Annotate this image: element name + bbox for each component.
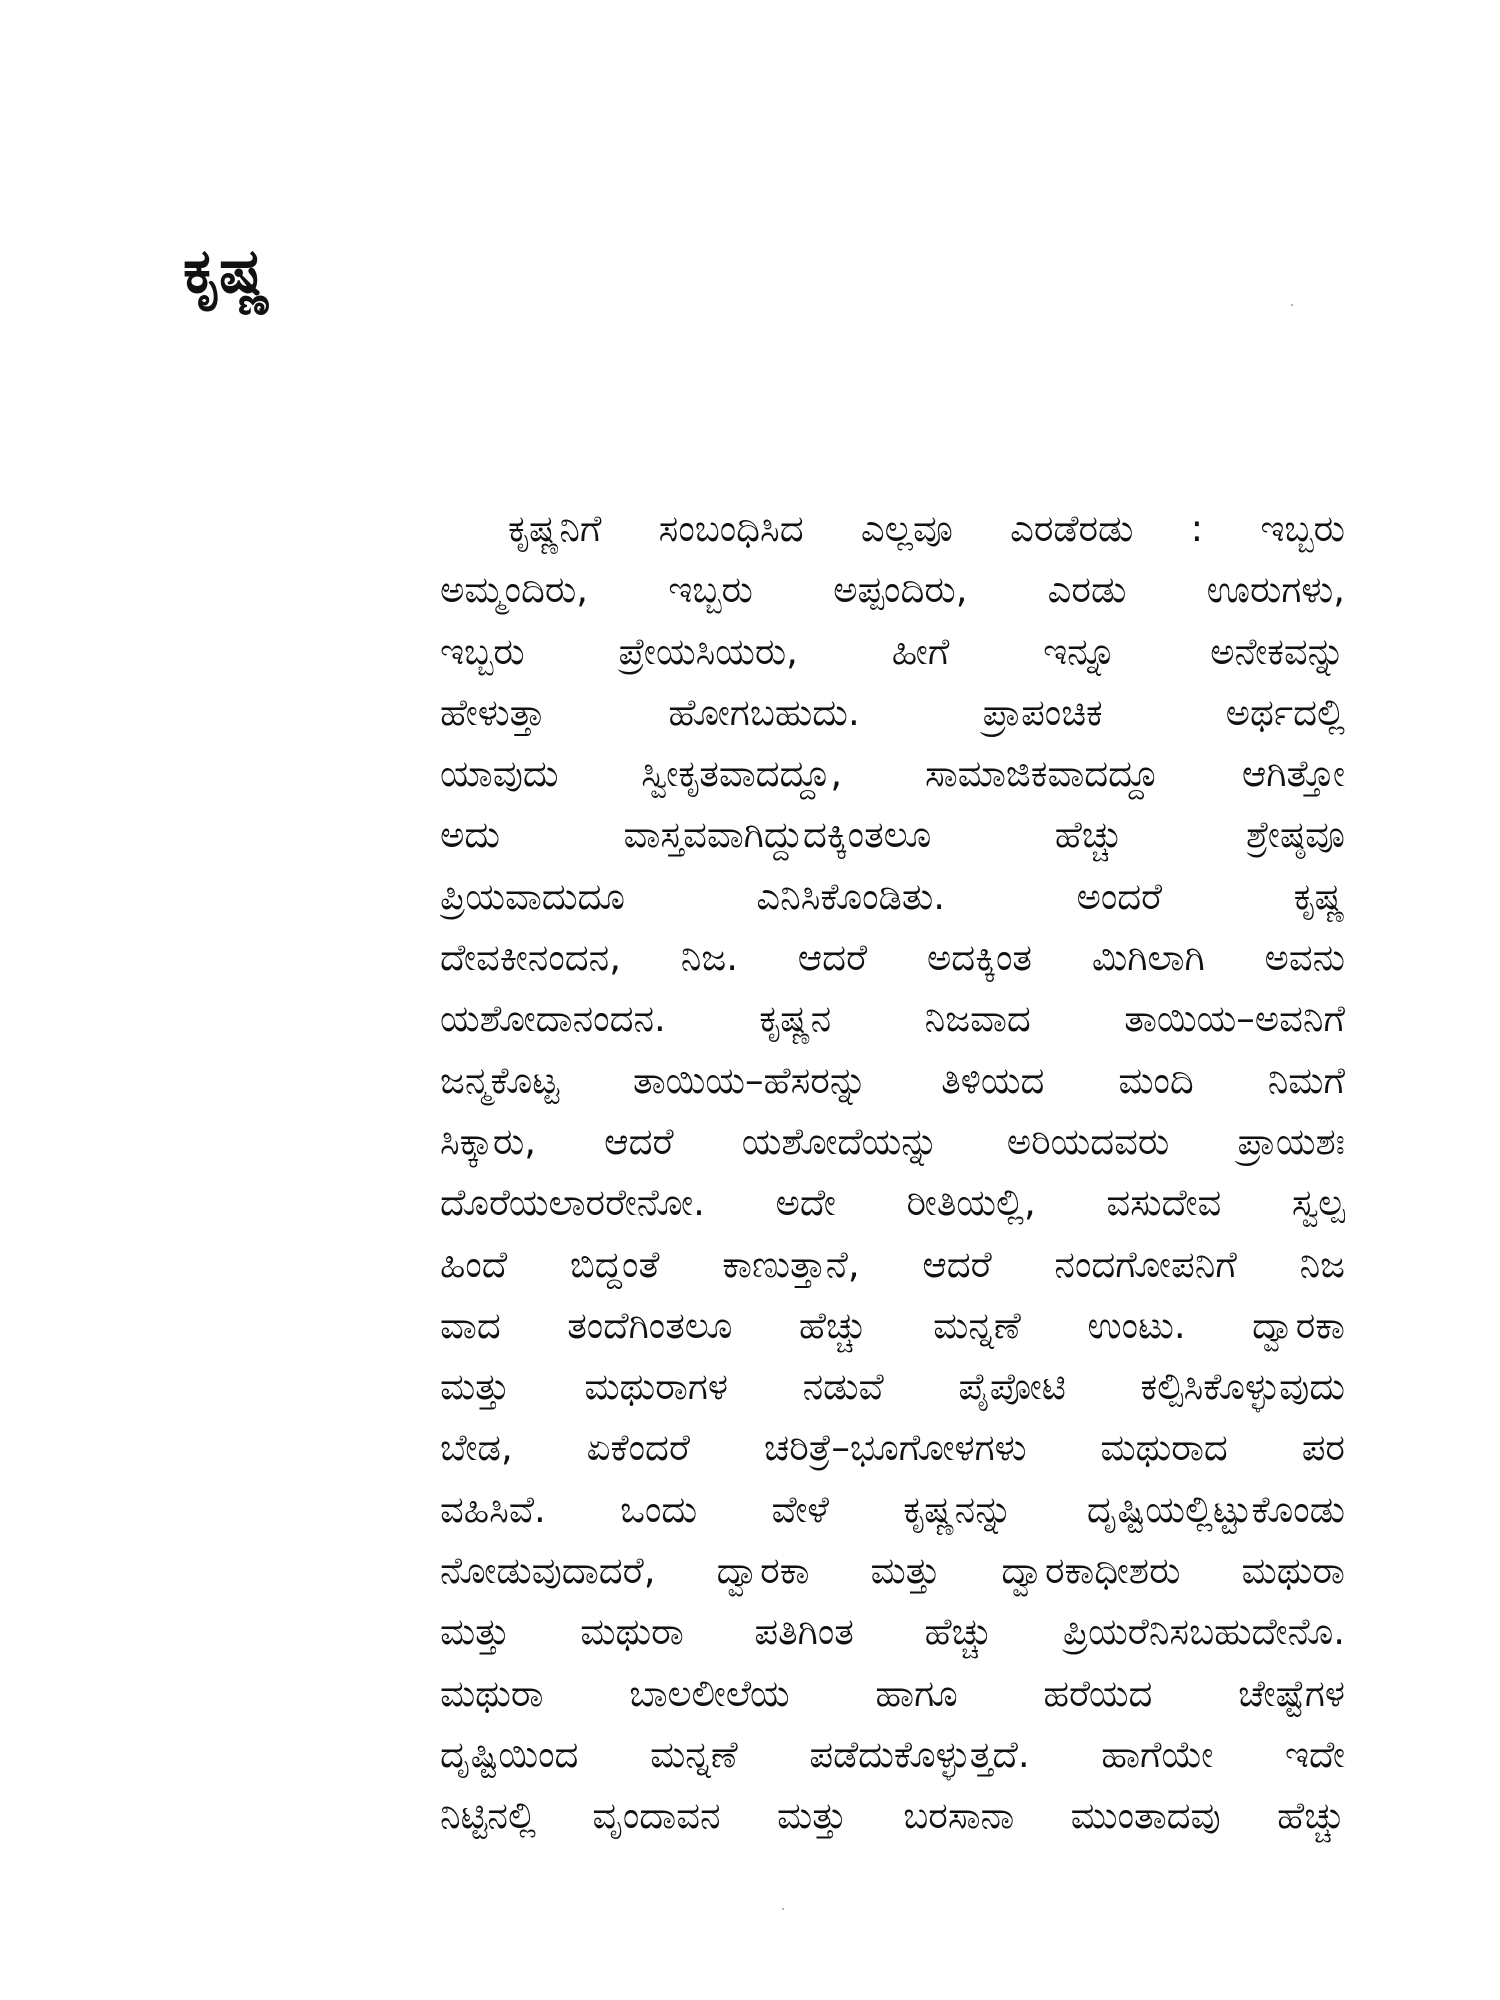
text-line: ಯಶೋದಾನಂದನ. ಕೃಷ್ಣನ ನಿಜವಾದ ತಾಯಿಯ–ಅವನಿಗೆ bbox=[440, 997, 1345, 1041]
text-line: ಕೃಷ್ಣನಿಗೆ ಸಂಬಂಧಿಸಿದ ಎಲ್ಲವೂ ಎರಡೆರಡು : ಇಬ್ಬರು bbox=[508, 507, 1345, 550]
text-line: ಸಿಕ್ಕಾರು, ಆದರೆ ಯಶೋದೆಯನ್ನು ಅರಿಯದವರು ಪ್ರಾಯಶಃ bbox=[440, 1119, 1345, 1163]
text-line: ಪ್ರಿಯವಾದುದೂ ಎನಿಸಿಕೊಂಡಿತು. ಅಂದರೆ ಕೃಷ್ಣ bbox=[440, 874, 1345, 918]
text-line: ಜನ್ಮಕೊಟ್ಟ ತಾಯಿಯ–ಹೆಸರನ್ನು ತಿಳಿಯದ ಮಂದಿ ನಿಮಗೆ bbox=[440, 1058, 1345, 1102]
text-line: ಅದು ವಾಸ್ತವವಾಗಿದ್ದುದಕ್ಕಿಂತಲೂ ಹೆಚ್ಚು ಶ್ರೇಷ್ಠವೂ bbox=[440, 813, 1345, 857]
scan-speck bbox=[782, 1908, 784, 1910]
text-line: ವಾದ ತಂದೆಗಿಂತಲೂ ಹೆಚ್ಚು ಮನ್ನಣೆ ಉಂಟು. ದ್ವಾರಕಾ bbox=[440, 1303, 1345, 1347]
chapter-title: ಕೃಷ್ಣ bbox=[183, 234, 272, 307]
text-line: ಮಥುರಾ ಬಾಲಲೀಲೆಯ ಹಾಗೂ ಹರೆಯದ ಚೇಷ್ಟೆಗಳ bbox=[440, 1671, 1345, 1715]
scan-speck bbox=[1291, 304, 1293, 306]
text-line: ಹೇಳುತ್ತಾ ಹೋಗಬಹುದು. ಪ್ರಾಪಂಚಿಕ ಅರ್ಥದಲ್ಲಿ bbox=[440, 690, 1345, 734]
text-line: ಮತ್ತು ಮಥುರಾ ಪತಿಗಿಂತ ಹೆಚ್ಚು ಪ್ರಿಯರೆನಿಸಬಹುದೇನೊ. bbox=[440, 1610, 1345, 1654]
text-line: ಹಿಂದೆ ಬಿದ್ದಂತೆ ಕಾಣುತ್ತಾನೆ, ಆದರೆ ನಂದಗೋಪನಿಗೆ ನಿಜ bbox=[440, 1242, 1345, 1286]
text-line: ನೋಡುವುದಾದರೆ, ದ್ವಾರಕಾ ಮತ್ತು ದ್ವಾರಕಾಧೀಶರು ಮಥುರಾ bbox=[440, 1549, 1345, 1593]
text-line: ವಹಿಸಿವೆ. ಒಂದು ವೇಳೆ ಕೃಷ್ಣನನ್ನು ದೃಷ್ಟಿಯಲ್ಲಿಟ್ಟುಕೊಂಡು bbox=[440, 1487, 1345, 1531]
text-line: ನಿಟ್ಟಿನಲ್ಲಿ ವೃಂದಾವನ ಮತ್ತು ಬರಸಾನಾ ಮುಂತಾದವು ಹೆಚ್ಚು bbox=[440, 1794, 1345, 1838]
text-line: ಯಾವುದು ಸ್ವೀಕೃತವಾದದ್ದೂ, ಸಾಮಾಜಿಕವಾದದ್ದೂ ಆಗಿತ್ತೋ bbox=[440, 752, 1345, 796]
body-paragraph bbox=[440, 498, 1345, 1847]
text-line: ದೇವಕೀನಂದನ, ನಿಜ. ಆದರೆ ಅದಕ್ಕಿಂತ ಮಿಗಿಲಾಗಿ ಅವನು bbox=[440, 936, 1345, 980]
text-line: ಅಮ್ಮಂದಿರು, ಇಬ್ಬರು ಅಪ್ಪಂದಿರು, ಎರಡು ಊರುಗಳು, bbox=[440, 568, 1345, 612]
text-line: ದೊರೆಯಲಾರರೇನೋ. ಅದೇ ರೀತಿಯಲ್ಲಿ, ವಸುದೇವ ಸ್ವಲ್ಪ bbox=[440, 1181, 1345, 1225]
text-line: ದೃಷ್ಟಿಯಿಂದ ಮನ್ನಣೆ ಪಡೆದುಕೊಳ್ಳುತ್ತದೆ. ಹಾಗೆಯೇ ಇದೇ bbox=[440, 1732, 1345, 1776]
text-line: ಮತ್ತು ಮಥುರಾಗಳ ನಡುವೆ ಪೈಪೋಟಿ ಕಲ್ಪಿಸಿಕೊಳ್ಳುವುದು bbox=[440, 1365, 1345, 1409]
text-line: ಇಬ್ಬರು ಪ್ರೇಯಸಿಯರು, ಹೀಗೆ ಇನ್ನೂ ಅನೇಕವನ್ನು bbox=[440, 629, 1345, 673]
text-line: ಬೇಡ, ಏಕೆಂದರೆ ಚರಿತ್ರೆ–ಭೂಗೋಳಗಳು ಮಥುರಾದ ಪರ bbox=[440, 1426, 1345, 1470]
